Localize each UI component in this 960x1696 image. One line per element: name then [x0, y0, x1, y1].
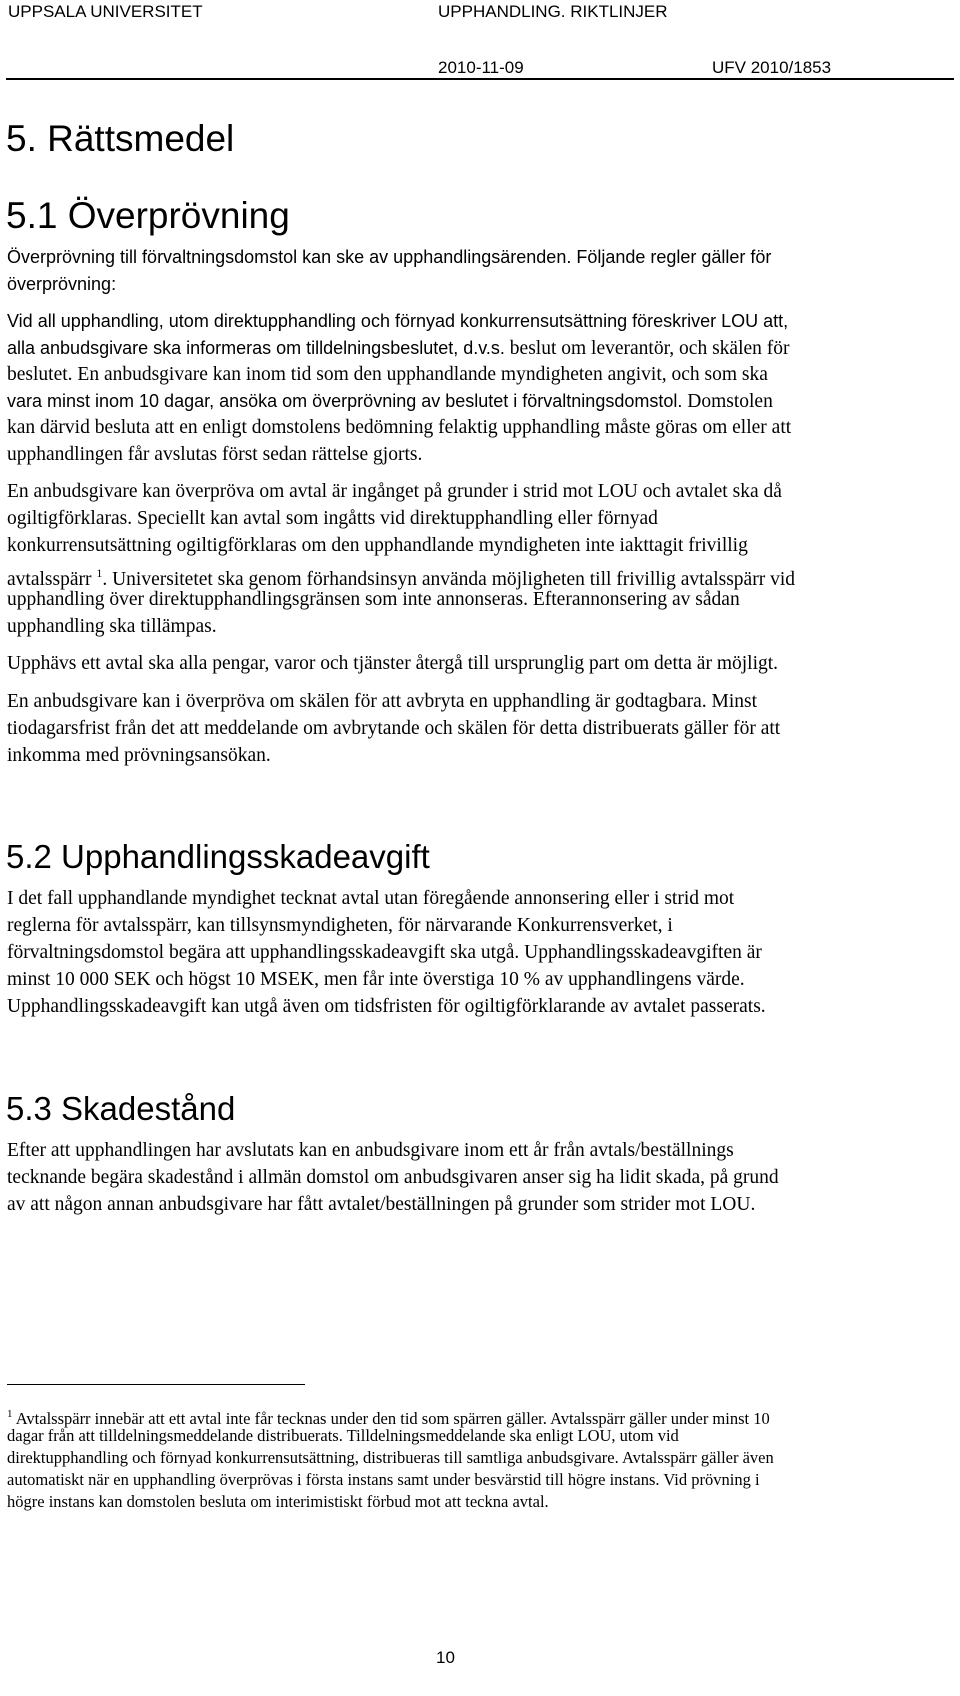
paragraph-line: reglerna för avtalsspärr, kan tillsynsmyndigheten, för närvarande Konkurrensverket, i: [7, 915, 673, 936]
paragraph-line: inkomma med prövningsansökan.: [7, 745, 271, 766]
paragraph-line: avtalsspärr $^1$. Universitetet ska genom förhandsinsyn använda möjligheten till frivillig avtalsspärr vid: [7, 566, 795, 590]
paragraph-line: tiodagarsfrist från det att meddelande om avbrytande och skälen för detta distribuerats gäller för att: [7, 718, 781, 739]
header-university: UPPSALA UNIVERSITET: [8, 2, 203, 21]
footnote-separator: [7, 1384, 305, 1385]
paragraph-line: överprövning:: [7, 274, 117, 294]
footnote-line: dagar från att tilldelningsmeddelande distribuerats. Tilldelningsmeddelande ska enligt LOU, utom vid: [7, 1426, 679, 1445]
paragraph-line: upphandling ska tillämpas.: [7, 616, 217, 637]
paragraph-line: En anbudsgivare kan överpröva om avtal är ingånget på grunder i strid mot LOU och avtalet ska då: [7, 481, 782, 502]
section-5-1-title: 5.1 Överprövning: [6, 195, 290, 236]
paragraph-line: beslutet. En anbudsgivare kan inom tid som den upphandlande myndigheten angivit, och som ska: [7, 364, 768, 385]
paragraph-line: tecknande begära skadestånd i allmän domstol om anbudsgivaren anser sig ha lidit skada, på grund: [7, 1167, 779, 1188]
header-rule: [6, 78, 954, 80]
chapter-title: 5. Rättsmedel: [6, 118, 235, 159]
section-5-2-title: 5.2 Upphandlingsskadeavgift: [6, 838, 430, 875]
paragraph-line: Efter att upphandlingen har avslutats kan en anbudsgivare inom ett år från avtals/beställnings: [7, 1140, 734, 1161]
section-5-3-title: 5.3 Skadestånd: [6, 1090, 236, 1127]
paragraph-line: Upphävs ett avtal ska alla pengar, varor och tjänster återgå till ursprunglig part om detta är möjligt.: [7, 653, 779, 674]
header-document-title: UPPHANDLING. RIKTLINJER: [438, 2, 668, 21]
paragraph-line: Upphandlingsskadeavgift kan utgå även om tidsfristen för ogiltigförklarande av avtalet passerats.: [7, 996, 766, 1017]
paragraph-line: alla anbudsgivare ska informeras om tilldelningsbeslutet, d.v.s. beslut om leverantör, och skälen för: [7, 338, 790, 359]
paragraph-line: av att någon annan anbudsgivare har fått avtalet/beställningen på grunder som strider mot LOU.: [7, 1194, 756, 1215]
paragraph-line: förvaltningsdomstol begära att upphandlingsskadeavgift ska utgå. Upphandlingsskadeavgiften är: [7, 942, 762, 963]
paragraph-line: ogiltigförklaras. Speciellt kan avtal som ingåtts vid direktupphandling eller förnyad: [7, 508, 658, 529]
footnote-line: $^1$ Avtalsspärr innebär att ett avtal inte får tecknas under den tid som spärren gäller. Avtalsspärr gäller under minst 10: [7, 1408, 770, 1428]
footnote-line: högre instans kan domstolen besluta om interimistiskt förbud mot att teckna avtal.: [7, 1492, 549, 1511]
paragraph-line: konkurrensutsättning ogiltigförklaras om den upphandlande myndigheten inte iakttagit frivillig: [7, 535, 748, 556]
header-date: 2010-11-09: [438, 58, 524, 77]
paragraph-line: upphandling över direktupphandlingsgränsen som inte annonseras. Efterannonsering av sådan: [7, 589, 740, 610]
footnote-line: automatiskt när en upphandling överprövas i första instans samt under besvärstid till högre instans. Vid prövning i: [7, 1470, 760, 1489]
paragraph-line: Överprövning till förvaltningsdomstol kan ske av upphandlingsärenden. Följande regler gäller för: [7, 247, 772, 267]
paragraph-line: minst 10 000 SEK och högst 10 MSEK, men får inte överstiga 10 % av upphandlingens värde.: [7, 969, 745, 990]
page-number: 10: [436, 1648, 455, 1667]
paragraph-line: I det fall upphandlande myndighet tecknat avtal utan föregående annonsering eller i strid mot: [7, 888, 735, 909]
paragraph-line: Vid all upphandling, utom direktupphandling och förnyad konkurrensutsättning föreskriver LOU att,: [7, 311, 789, 331]
footnote-line: direktupphandling och förnyad konkurrensutsättning, distribueras till samtliga anbudsgivare. Avtalsspärr gäller även: [7, 1448, 774, 1467]
paragraph-line: En anbudsgivare kan i överpröva om skälen för att avbryta en upphandling är godtagbara. Minst: [7, 691, 757, 712]
footnote-mark: 1: [7, 1408, 13, 1420]
header-reference: UFV 2010/1853: [712, 58, 832, 77]
paragraph-line: upphandlingen får avslutas först sedan rättelse gjorts.: [7, 444, 423, 465]
paragraph-line: vara minst inom 10 dagar, ansöka om överprövning av beslutet i förvaltningsdomstol. Domstolen: [7, 391, 773, 412]
paragraph-line: kan därvid besluta att en enligt domstolens bedömning felaktig upphandling måste göras om eller att: [7, 417, 792, 438]
footnote-reference[interactable]: 1: [96, 566, 103, 580]
